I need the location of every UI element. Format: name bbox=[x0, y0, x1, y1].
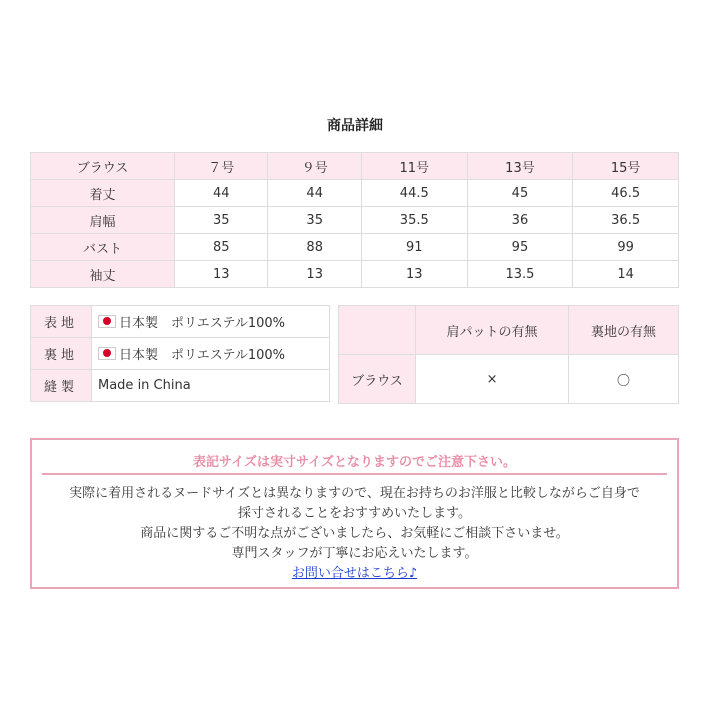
material-row-sewing bbox=[31, 370, 330, 402]
row-label-length: 着丈 bbox=[31, 180, 175, 207]
table-cell: 14 bbox=[573, 261, 679, 288]
table-cell: 44.5 bbox=[361, 180, 467, 207]
table-cell: 91 bbox=[361, 234, 467, 261]
table-row bbox=[339, 355, 679, 404]
pad-table-header-pad: 肩パットの有無 bbox=[416, 306, 569, 355]
pad-table-header-lining: 裏地の有無 bbox=[569, 306, 679, 355]
japan-flag-icon bbox=[98, 315, 116, 328]
size-header-15: 15号 bbox=[573, 153, 679, 180]
pad-table-header-row bbox=[339, 306, 679, 355]
table-cell: 13.5 bbox=[467, 261, 573, 288]
size-header-9: ９号 bbox=[268, 153, 361, 180]
pad-value: × bbox=[416, 355, 569, 404]
table-cell: 44 bbox=[175, 180, 268, 207]
size-header-11: 11号 bbox=[361, 153, 467, 180]
material-value-outer-text: 日本製 ポリエステル100% bbox=[119, 316, 285, 331]
table-cell: 13 bbox=[361, 261, 467, 288]
notice-line: 専門スタッフが丁寧にお応えいたします。 bbox=[231, 546, 478, 561]
table-row bbox=[31, 180, 679, 207]
size-table-corner: ブラウス bbox=[31, 153, 175, 180]
material-label-outer: 表地 bbox=[31, 306, 92, 338]
table-cell: 44 bbox=[268, 180, 361, 207]
table-cell: 46.5 bbox=[573, 180, 679, 207]
table-cell: 13 bbox=[268, 261, 361, 288]
table-cell: 35 bbox=[175, 207, 268, 234]
page-title: 商品詳細 bbox=[327, 118, 383, 134]
material-value-outer bbox=[92, 306, 330, 338]
material-label-lining: 裏地 bbox=[31, 338, 92, 370]
table-cell: 99 bbox=[573, 234, 679, 261]
notice-line: 実際に着用されるヌードサイズとは異なりますので、現在お持ちのお洋服と比較しながらご自身で bbox=[69, 486, 640, 501]
material-row-lining bbox=[31, 338, 330, 370]
material-table bbox=[30, 305, 330, 402]
japan-flag-icon bbox=[98, 347, 116, 360]
notice-title: 表記サイズは実寸サイズとなりますのでご注意下さい。 bbox=[193, 455, 516, 470]
notice-body bbox=[32, 484, 677, 584]
material-label-sewing: 縫製 bbox=[31, 370, 92, 402]
table-cell: 95 bbox=[467, 234, 573, 261]
material-value-lining bbox=[92, 338, 330, 370]
table-cell: 35.5 bbox=[361, 207, 467, 234]
material-row-outer bbox=[31, 306, 330, 338]
pad-table-row-label: ブラウス bbox=[339, 355, 416, 404]
row-label-shoulder: 肩幅 bbox=[31, 207, 175, 234]
row-label-bust: バスト bbox=[31, 234, 175, 261]
row-label-sleeve: 袖丈 bbox=[31, 261, 175, 288]
table-cell: 88 bbox=[268, 234, 361, 261]
notice-box bbox=[30, 438, 679, 589]
table-cell: 35 bbox=[268, 207, 361, 234]
table-cell: 45 bbox=[467, 180, 573, 207]
pad-table-corner bbox=[339, 306, 416, 355]
size-table-header-row bbox=[31, 153, 679, 180]
notice-line: 採寸されることをおすすめいたします。 bbox=[237, 506, 472, 521]
table-cell: 36 bbox=[467, 207, 573, 234]
table-row bbox=[31, 234, 679, 261]
notice-divider bbox=[42, 473, 667, 475]
table-cell: 85 bbox=[175, 234, 268, 261]
material-value-sewing: Made in China bbox=[92, 370, 330, 402]
size-header-7: ７号 bbox=[175, 153, 268, 180]
table-row bbox=[31, 207, 679, 234]
contact-link[interactable]: お問い合せはこちら♪ bbox=[291, 566, 418, 581]
notice-line: 商品に関するご不明な点がございましたら、お気軽にご相談下さいませ。 bbox=[140, 526, 569, 541]
table-cell: 13 bbox=[175, 261, 268, 288]
table-row bbox=[31, 261, 679, 288]
material-value-lining-text: 日本製 ポリエステル100% bbox=[119, 348, 285, 363]
size-table bbox=[30, 152, 679, 288]
lining-value: 〇 bbox=[569, 355, 679, 404]
table-cell: 36.5 bbox=[573, 207, 679, 234]
pad-lining-table bbox=[338, 305, 679, 404]
size-header-13: 13号 bbox=[467, 153, 573, 180]
